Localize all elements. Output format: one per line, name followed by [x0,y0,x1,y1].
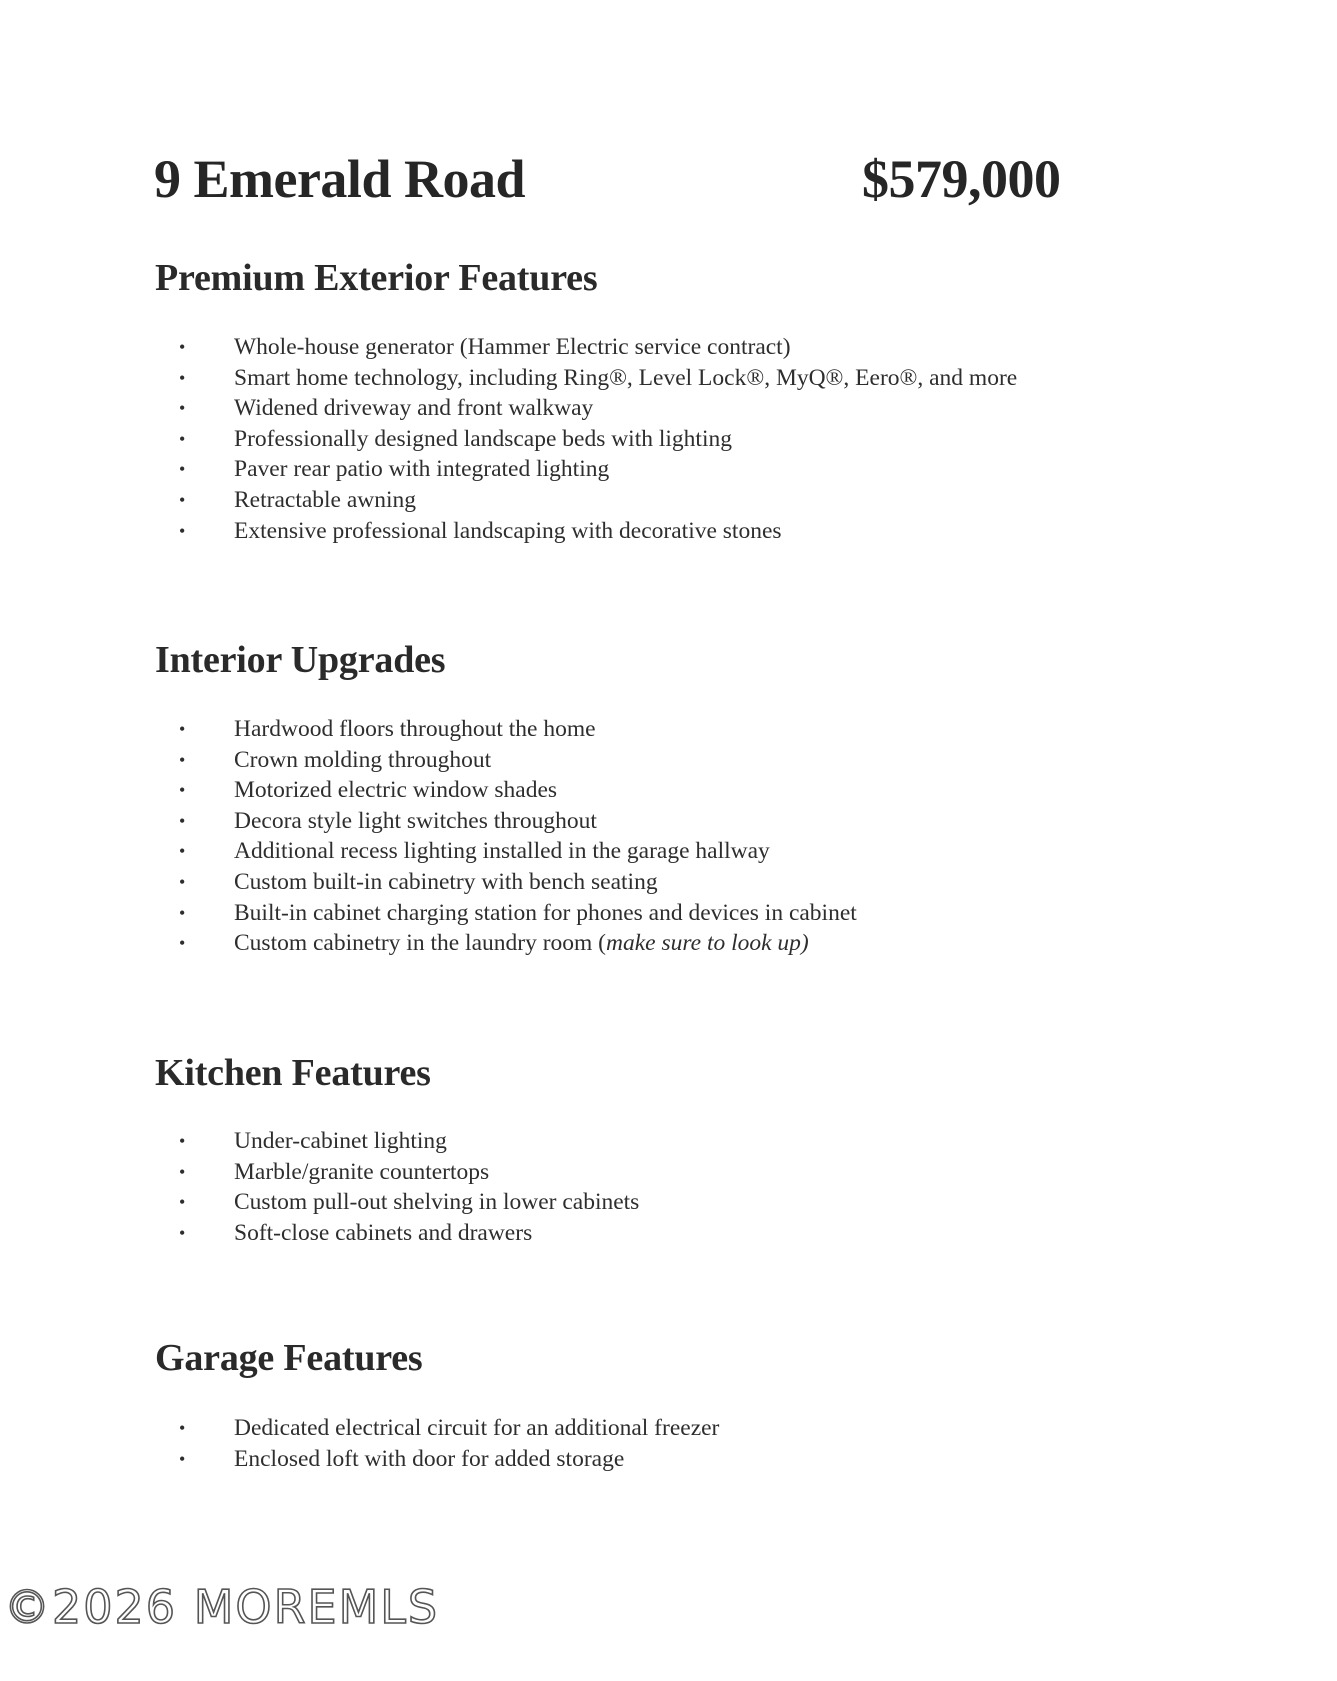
section-title: Interior Upgrades [155,639,446,681]
bullet-icon: • [179,489,186,510]
list-item-text: Extensive professional landscaping with decorative stones [234,517,782,544]
list-item [155,898,1205,929]
feature-list [155,332,1205,546]
list-item [155,516,1205,547]
list-item-italic-note: make sure to look up) [606,930,809,957]
list-item [155,745,1205,776]
bullet-icon: • [179,780,186,801]
list-item-text: Hardwood floors throughout the home [234,716,596,742]
list-item-text: Under-cabinet lighting [234,1128,447,1154]
section-title: Premium Exterior Features [155,257,598,299]
list-item [155,836,1205,867]
list-item [155,332,1205,363]
bullet-icon: • [179,428,186,449]
bullet-icon: • [179,1418,186,1438]
list-item [155,393,1205,424]
list-item-text: Retractable awning [234,486,417,513]
feature-list [155,1413,1205,1474]
list-item [155,775,1205,806]
feature-list [155,714,1205,959]
bullet-icon: • [179,1131,186,1151]
list-item [155,1187,1205,1218]
list-item [155,1157,1205,1188]
bullet-icon: • [179,719,186,739]
list-item [155,363,1205,394]
list-item-text: Decora style light switches throughout [234,807,597,834]
list-item [155,1413,1205,1444]
list-item [155,714,1205,745]
bullet-icon: • [179,902,186,923]
bullet-icon: • [179,520,186,541]
bullet-icon: • [179,1222,186,1243]
bullet-icon: • [179,459,186,480]
bullet-icon: • [179,1192,186,1213]
section-title: Kitchen Features [155,1052,431,1094]
list-item-text: Custom built-in cabinetry with bench seating [234,868,658,895]
bullet-icon: • [179,933,186,954]
section-exterior-features [155,256,1205,546]
list-item [155,867,1205,898]
bullet-icon: • [179,1448,186,1469]
list-item-text: Additional recess lighting installed in the garage hallway [234,838,770,865]
list-item-text: Motorized electric window shades [234,777,558,804]
bullet-icon: • [179,1161,186,1182]
list-item-text: Professionally designed landscape beds with lighting [234,425,732,452]
list-item-text: Marble/granite countertops [234,1158,490,1185]
list-item [155,1218,1205,1249]
bullet-icon: • [179,871,186,892]
section-interior-upgrades [155,638,1205,959]
list-item-text: Crown molding throughout [234,746,492,773]
bullet-icon: • [179,749,186,770]
copyright-watermark: ©2026 MOREMLS [4,1580,440,1634]
list-item-text: Enclosed loft with door for added storage [234,1445,625,1472]
list-item [155,806,1205,837]
list-item [155,928,1205,959]
property-price: $579,000 [862,149,1061,209]
list-item-text: Paver rear patio with integrated lighting [234,456,610,483]
section-garage-features [155,1336,1205,1474]
feature-list [155,1126,1205,1248]
list-item [155,485,1205,516]
list-item-text: Custom pull-out shelving in lower cabinets [234,1189,640,1216]
list-item-text: Whole-house generator (Hammer Electric service contract) [234,334,791,360]
bullet-icon: • [179,367,186,388]
list-item [155,1444,1205,1475]
property-address: 9 Emerald Road [154,149,525,209]
list-item-text: Built-in cabinet charging station for phones and devices in cabinet [234,899,857,926]
bullet-icon: • [179,810,186,831]
list-item-text: Smart home technology, including Ring®, Level Lock®, MyQ®, Eero®, and more [234,364,1018,391]
list-item [155,424,1205,455]
list-item-text: Soft-close cabinets and drawers [234,1219,533,1246]
list-item [155,454,1205,485]
list-item-text: Dedicated electrical circuit for an additional freezer [234,1415,720,1441]
bullet-icon: • [179,841,186,862]
section-kitchen-features [155,1051,1205,1248]
bullet-icon: • [179,337,186,357]
section-title: Garage Features [155,1337,423,1379]
list-item-text: Widened driveway and front walkway [234,395,594,422]
list-item [155,1126,1205,1157]
bullet-icon: • [179,398,186,419]
list-item-text: Custom cabinetry in the laundry room ( [234,930,607,957]
